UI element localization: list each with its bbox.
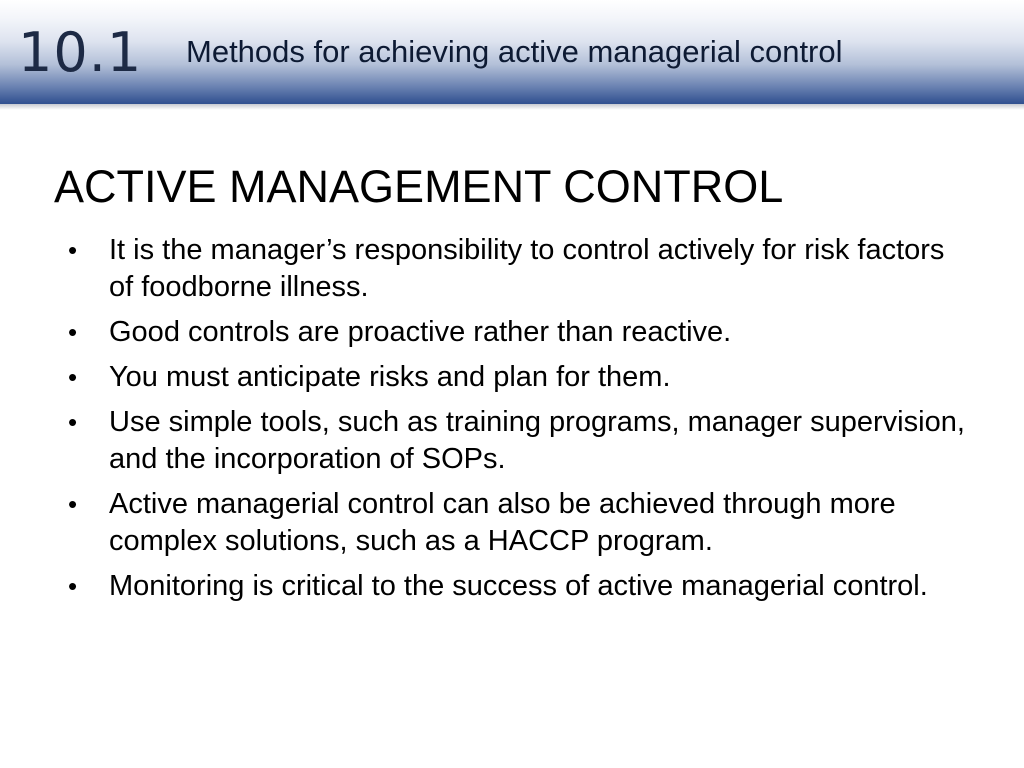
bullet-item <box>68 314 968 351</box>
bullet-text: It is the manager’s responsibility to control actively for risk factors of foodborne illness. <box>109 234 945 303</box>
bullet-item <box>68 486 968 560</box>
bullet-marker: • <box>68 235 78 265</box>
bullet-marker: • <box>68 571 78 601</box>
slide-heading: ACTIVE MANAGEMENT CONTROL <box>54 161 784 212</box>
bullet-marker: • <box>68 362 78 392</box>
bullet-text: Monitoring is critical to the success of active managerial control. <box>109 570 928 602</box>
bullet-list <box>68 232 968 613</box>
bullet-text: Good controls are proactive rather than reactive. <box>109 316 732 348</box>
bullet-marker: • <box>68 407 78 437</box>
bullet-text: Active managerial control can also be achieved through more complex solutions, such as a HACCP program. <box>109 488 896 557</box>
bullet-item <box>68 232 968 306</box>
section-title: Methods for achieving active managerial control <box>186 34 843 69</box>
bullet-item <box>68 404 968 478</box>
bullet-marker: • <box>68 317 78 347</box>
header-shadow <box>0 104 1024 110</box>
bullet-marker: • <box>68 489 78 519</box>
section-number: 10.1 <box>18 21 143 84</box>
bullet-item <box>68 359 968 396</box>
bullet-text: Use simple tools, such as training programs, manager supervision, and the incorporation of SOPs. <box>109 406 965 475</box>
bullet-text: You must anticipate risks and plan for them. <box>109 361 671 393</box>
bullet-item <box>68 568 968 605</box>
